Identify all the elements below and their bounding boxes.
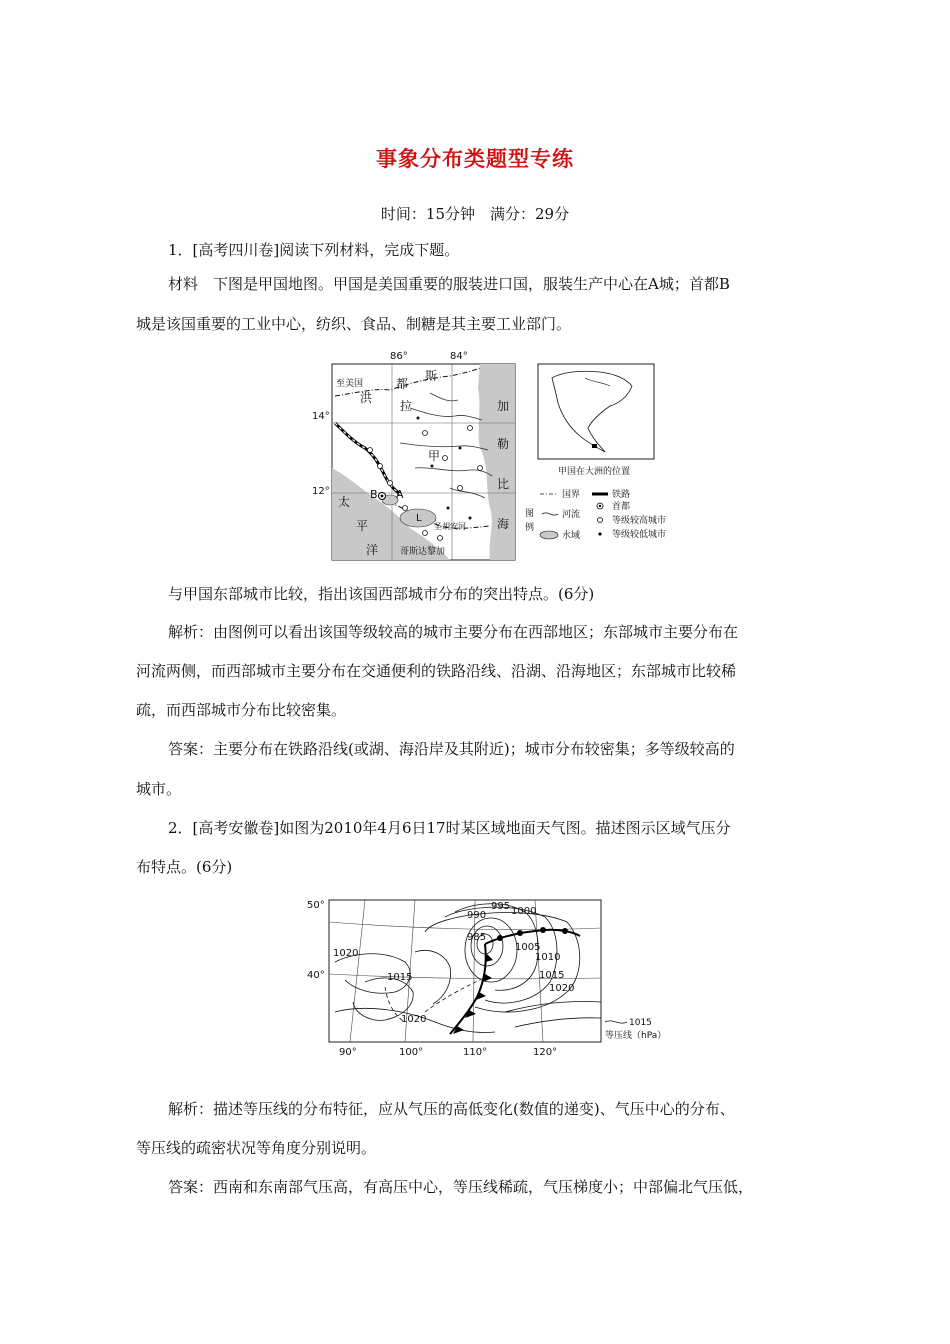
label-ping: 平: [356, 519, 369, 533]
q1-analysis-line2: 河流两侧，而西部城市主要分布在交通便利的铁路沿线、沿湖、沿海地区；东部城市比较稀: [136, 662, 737, 680]
isobar-label-995: 995: [491, 901, 511, 912]
lon-label-86: 86°: [390, 351, 408, 362]
q2-analysis-line1: 解析：描述等压线的分布特征，应从气压的高低变化(数值的递变)、气压中心的分布、: [168, 1100, 735, 1118]
legend-rail: 铁路: [612, 490, 631, 500]
lon-label-84: 84°: [450, 351, 468, 362]
isobar-label-1020-south: 1020: [401, 1014, 427, 1025]
q1-analysis-line3: 疏，而西部城市分布比较密集。: [136, 701, 347, 719]
isobar-label-1000: 1000: [511, 906, 537, 917]
lat-label-12: 12°: [312, 486, 330, 497]
weather-legend-text: 等压线（hPa）: [605, 1031, 667, 1041]
label-a: A: [396, 488, 404, 501]
isobar-label-990: 990: [467, 910, 487, 921]
q1-answer-line1: 答案：主要分布在铁路沿线(或湖、海沿岸及其附近)；城市分布较密集；多等级较高的: [168, 740, 735, 758]
weather-legend-value: 1015: [629, 1018, 652, 1028]
legend-border: 国界: [562, 490, 581, 500]
q1-material-line2: 城是该国重要的工业中心，纺织、食品、制糖是其主要工业部门。: [136, 315, 572, 333]
label-l: L: [416, 513, 422, 524]
legend-water: 水域: [562, 531, 581, 541]
lat-label-50: 50°: [307, 900, 325, 911]
q2-stem-line2: 布特点。(6分): [136, 858, 233, 876]
lat-label-40: 40°: [307, 970, 325, 981]
country-map-figure: [330, 348, 675, 563]
legend-high-city: 等级较高城市: [612, 516, 667, 526]
label-le: 勒: [497, 437, 510, 451]
q2-stem-line1: 2．[高考安徽卷]如图为2010年4月6日17时某区域地面天气图。描述图示区域气压分: [168, 819, 731, 837]
isobar-label-1015-west: 1015: [387, 972, 413, 983]
legend-capital: 首都: [612, 502, 631, 512]
q2-analysis-line2: 等压线的疏密状况等角度分别说明。: [136, 1139, 377, 1157]
label-du: 都: [396, 377, 409, 391]
weather-map-figure: [305, 892, 685, 1062]
q1-analysis-line1: 解析：由图例可以看出该国等级较高的城市主要分布在西部地区；东部城市主要分布在: [168, 623, 739, 641]
q1-answer-line2: 城市。: [136, 780, 182, 798]
label-la: 拉: [400, 399, 413, 413]
legend-title-1: 图: [525, 509, 535, 519]
q2-answer-line1: 答案：西南和东南部气压高，有高压中心，等压线稀疏，气压梯度小；中部偏北气压低，: [168, 1178, 754, 1196]
isobar-label-1020-east: 1020: [549, 983, 575, 994]
lon-label-110: 110°: [463, 1047, 488, 1058]
label-jia-carib: 加: [497, 399, 510, 413]
q1-question: 与甲国东部城市比较，指出该国西部城市分布的突出特点。(6分): [168, 585, 595, 603]
lon-label-90: 90°: [339, 1047, 357, 1058]
label-tai: 太: [338, 495, 351, 509]
label-yang: 洋: [366, 543, 379, 557]
q1-stem: 1．[高考四川卷]阅读下列材料，完成下题。: [168, 241, 460, 259]
legend-title-2: 例: [525, 523, 535, 533]
legend-river: 河流: [562, 510, 581, 520]
isobar-label-985: 985: [467, 932, 487, 943]
exam-meta: 时间：15分钟 满分：29分: [380, 205, 570, 223]
inset-highlight: [592, 444, 597, 448]
isobar-label-1015-east: 1015: [539, 970, 565, 981]
label-si: 斯: [425, 369, 438, 383]
lat-label-14: 14°: [312, 411, 330, 422]
label-b: B: [370, 488, 378, 501]
lon-label-120: 120°: [533, 1047, 558, 1058]
label-river: 圣胡安河: [434, 522, 466, 531]
label-bi: 比: [497, 477, 510, 491]
inset-caption: 甲国在大洲的位置: [558, 467, 631, 477]
legend-low-city: 等级较低城市: [612, 530, 667, 540]
q1-material-line1: 材料 下图是甲国地图。甲国是美国重要的服装进口国，服装生产中心在A城；首都B: [168, 275, 730, 293]
label-hon: 洪: [360, 391, 373, 405]
label-to-us: 至美国: [336, 379, 364, 389]
lon-label-100: 100°: [399, 1047, 424, 1058]
label-hai: 海: [497, 517, 510, 531]
isobar-label-1020-west: 1020: [333, 948, 359, 959]
label-costa: 哥斯达黎加: [400, 547, 446, 557]
page-title: 事象分布类题型专练: [376, 146, 574, 171]
isobar-label-1010: 1010: [535, 952, 561, 963]
isobar-label-1005: 1005: [515, 942, 541, 953]
label-jia-country: 甲: [428, 449, 441, 463]
